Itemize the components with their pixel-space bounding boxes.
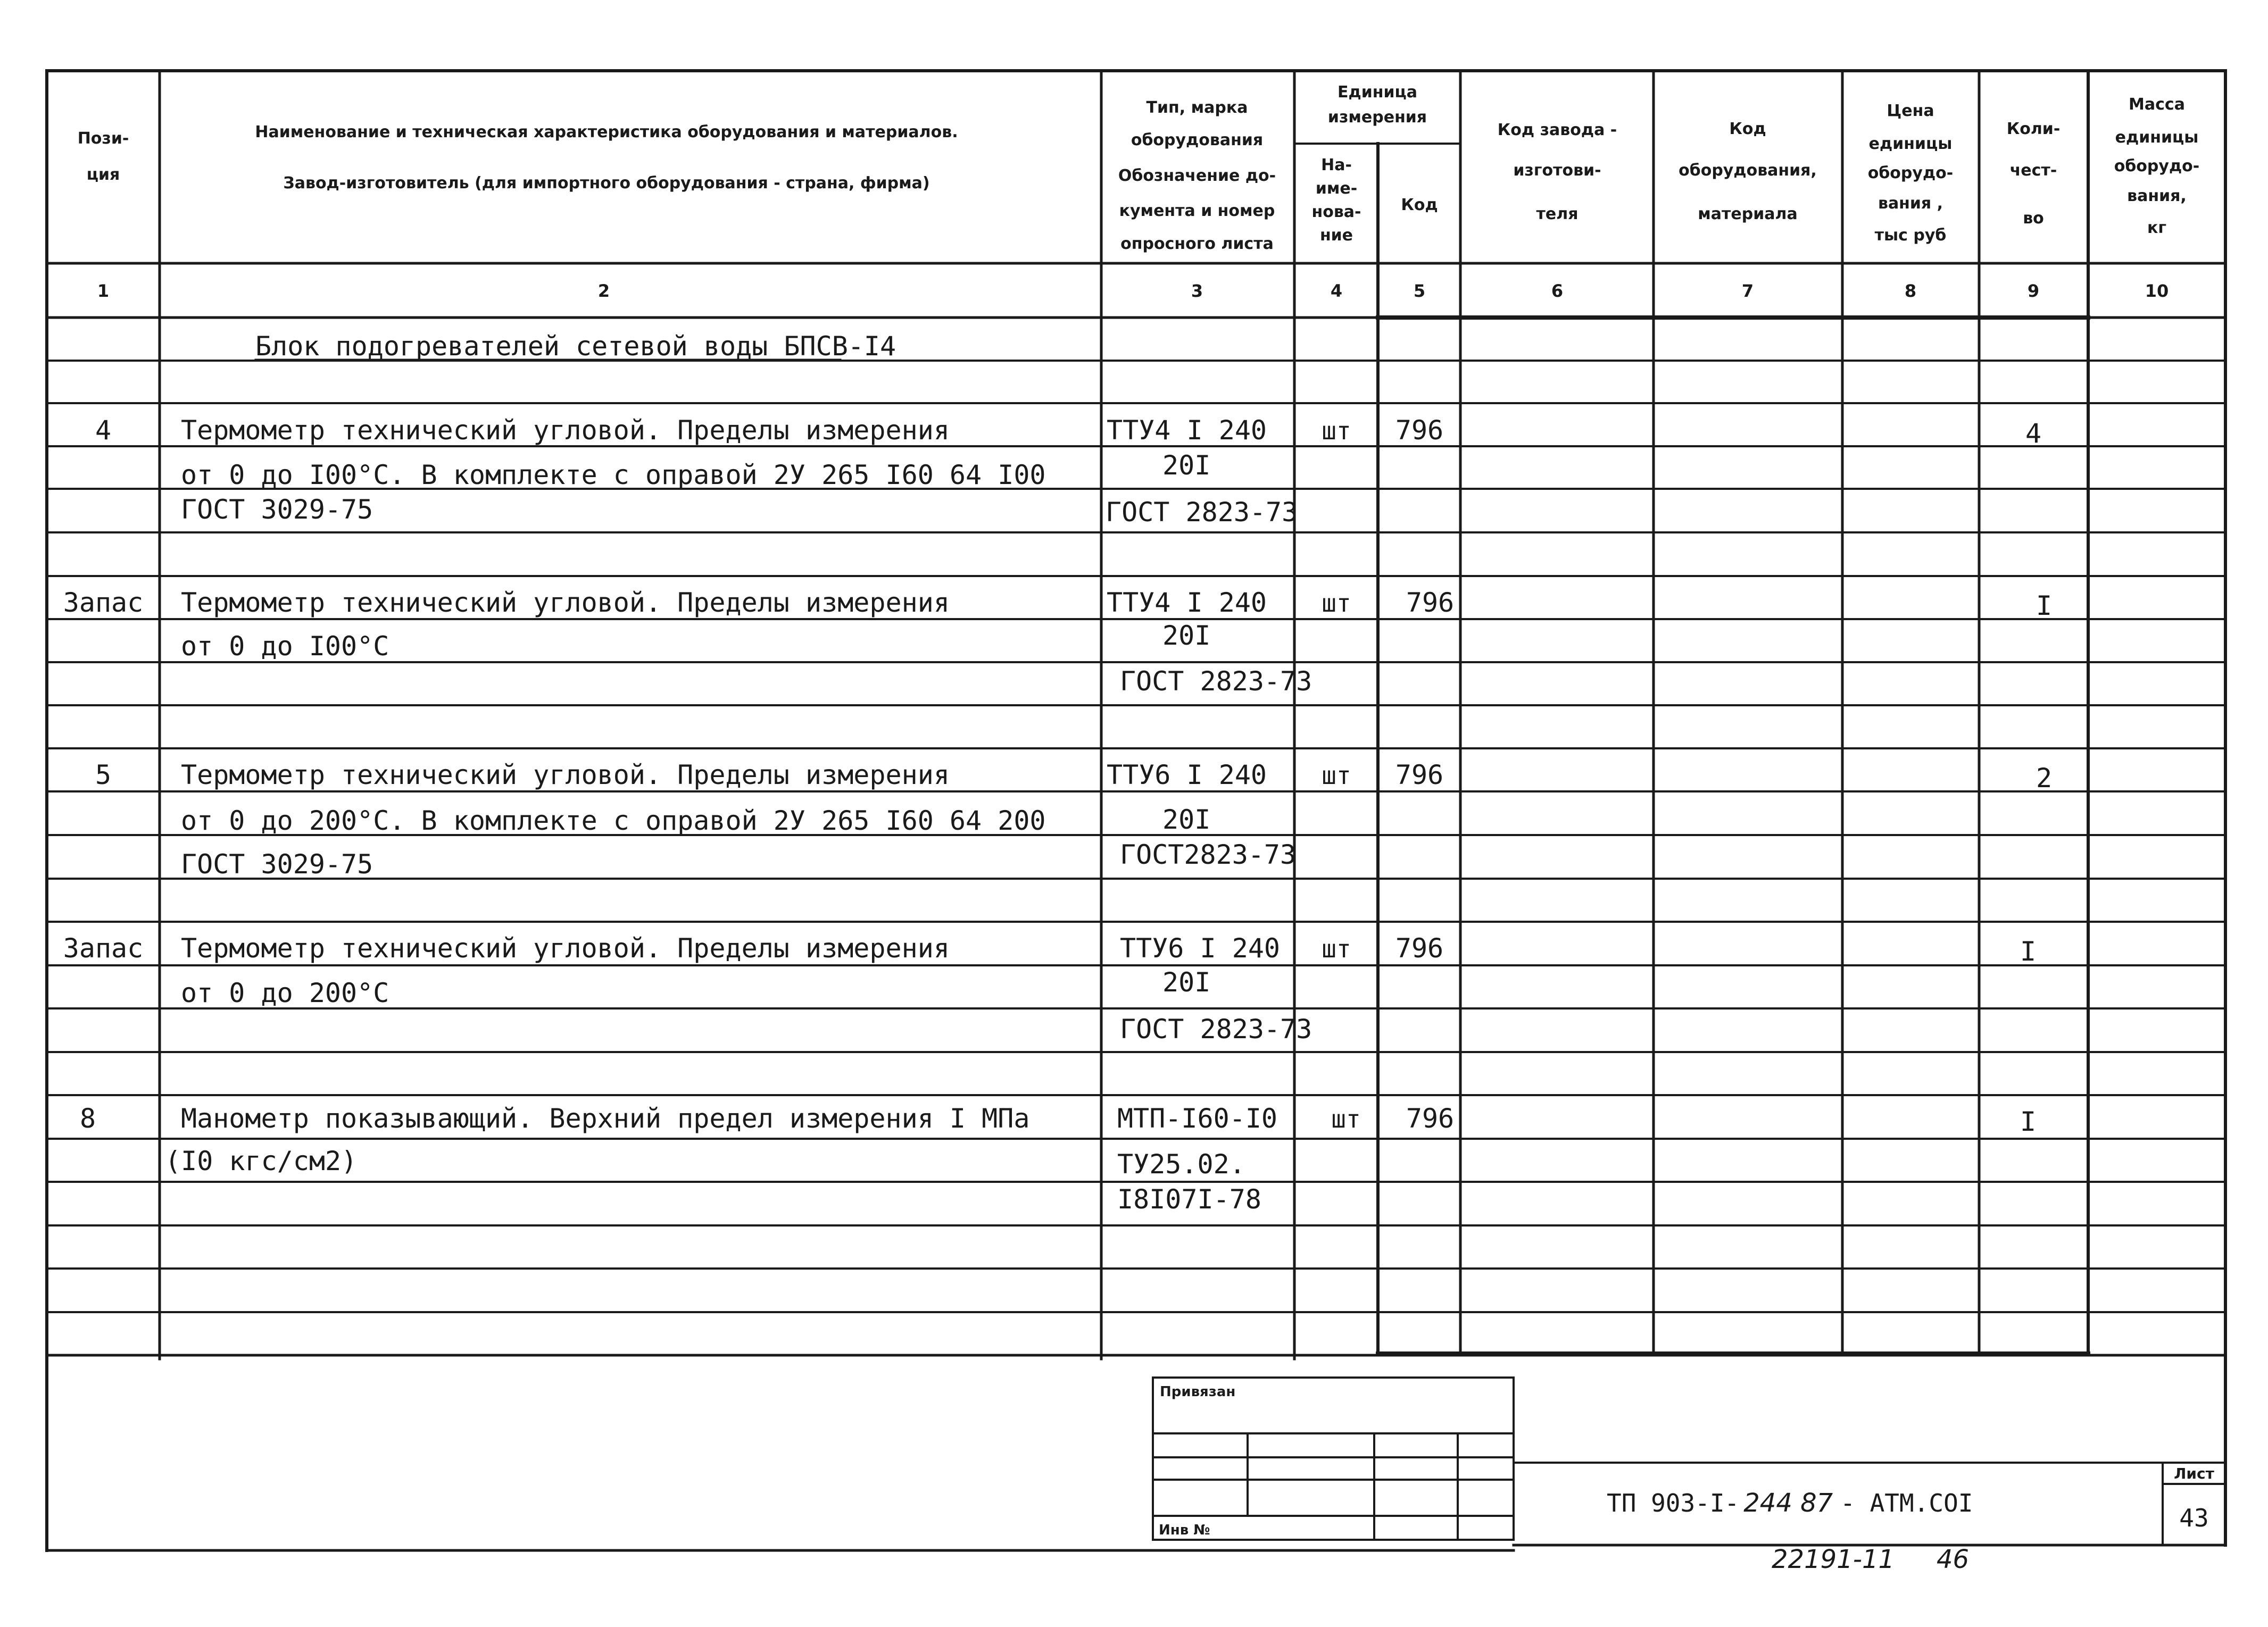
column-number: 2: [597, 281, 610, 301]
footer-handwritten-code: 22191-11: [1772, 1545, 1895, 1574]
inventory-number-label: Инв №: [1159, 1522, 1210, 1538]
header-factory-code-line3: теля: [1536, 205, 1579, 223]
item-description-line: от 0 до 200°С. В комплекте с оправой 2У 265 I60 64 200: [181, 805, 1046, 836]
item-type-line: ТТУ4 I 240: [1107, 587, 1267, 618]
item-type-line: I8I07I-78: [1117, 1184, 1261, 1215]
column-number: 3: [1191, 281, 1203, 301]
header-type-line3: Обозначение до-: [1118, 166, 1276, 185]
item-type-line: ТТУ6 I 240: [1107, 760, 1267, 790]
item-unit-code: 796: [1406, 587, 1455, 618]
header-factory-code-line1: Код завода -: [1497, 121, 1617, 139]
item-type-line: ТТУ4 I 240: [1107, 415, 1267, 446]
item-description-line: Термометр технический угловой. Пределы измерения: [181, 760, 950, 790]
item-unit-code: 796: [1395, 415, 1444, 446]
item-unit-name: шт: [1322, 589, 1351, 618]
item-quantity: I: [2036, 590, 2053, 621]
item-position: Запас: [63, 587, 144, 618]
item-description-line: от 0 до 200°С: [181, 978, 389, 1008]
item-position: Запас: [63, 933, 144, 964]
item-position: 8: [79, 1103, 96, 1134]
item-quantity: I: [2020, 1106, 2037, 1137]
item-description-line: от 0 до I00°С: [181, 631, 389, 662]
bound-label: Привязан: [1160, 1384, 1236, 1400]
column-number: 6: [1551, 281, 1564, 301]
column-number: 9: [2027, 281, 2040, 301]
header-mass-line3: оборудо-: [2114, 157, 2200, 176]
header-position-line1: Пози-: [77, 129, 129, 148]
item-unit-name: шт: [1322, 761, 1351, 790]
table-header: [78, 83, 2200, 253]
item-description-line: (I0 кгс/см2): [165, 1146, 358, 1177]
item-description-line: Термометр технический угловой. Пределы измерения: [181, 587, 950, 618]
item-quantity: 2: [2036, 763, 2053, 794]
header-position-line2: ция: [86, 165, 120, 184]
item-quantity: I: [2020, 936, 2037, 967]
item-quantity: 4: [2025, 418, 2042, 449]
header-price-line5: тыс руб: [1874, 226, 1947, 245]
header-name-line2: Завод-изготовитель (для импортного оборудования - страна, фирма): [283, 174, 930, 193]
document-code-suffix: - АТМ.СОI: [1840, 1489, 1973, 1517]
sheet-label: Лист: [2174, 1465, 2214, 1482]
item-unit-name: шт: [1322, 935, 1351, 963]
column-number-row: [97, 281, 2169, 301]
item-description-line: от 0 до I00°С. В комплекте с оправой 2У 265 I60 64 I00: [181, 460, 1046, 490]
item-type-line: ТТУ6 I 240: [1120, 933, 1281, 964]
header-qty-line3: во: [2023, 209, 2044, 228]
item-type-line: ГОСТ2823-73: [1120, 839, 1297, 870]
item-position: 5: [95, 760, 112, 790]
header-unit-name-line4: ние: [1319, 226, 1353, 245]
item-type-line: 20I: [1162, 967, 1211, 998]
column-number: 5: [1413, 281, 1426, 301]
item-unit-code: 796: [1395, 760, 1444, 790]
header-name-line1: Наименование и техническая характеристика оборудования и материалов.: [255, 123, 958, 141]
item-description-line: ГОСТ 3029-75: [181, 494, 373, 525]
item-unit-code: 796: [1395, 933, 1444, 964]
header-equipment-code-line2: оборудования,: [1679, 161, 1817, 180]
item-type-line: МТП-I60-I0: [1117, 1103, 1278, 1134]
header-qty-line2: чест-: [2009, 161, 2057, 180]
item-type-line: ГОСТ 2823-73: [1120, 666, 1312, 697]
item-type-line: ТУ25.02.: [1117, 1149, 1245, 1180]
header-mass-line2: единицы: [2115, 128, 2199, 147]
table-row: [95, 760, 2052, 880]
sheet-number: 43: [2179, 1504, 2209, 1532]
item-description-line: ГОСТ 3029-75: [181, 849, 373, 880]
column-number: 4: [1330, 281, 1343, 301]
header-equipment-code-line1: Код: [1729, 120, 1766, 138]
header-equipment-code-line3: материала: [1698, 205, 1798, 223]
item-description-line: Термометр технический угловой. Пределы измерения: [181, 933, 950, 964]
header-qty-line1: Коли-: [2006, 120, 2061, 138]
item-type-line: ГОСТ 2823-73: [1106, 497, 1298, 528]
footer-handwritten-number: 46: [1937, 1545, 1970, 1574]
header-unit-group-line1: Единица: [1337, 83, 1417, 102]
table-row: [95, 415, 2041, 528]
header-unit-code: Код: [1401, 196, 1438, 214]
table-row: [63, 933, 2036, 1045]
document-code: [1607, 1488, 1973, 1518]
table-row: [63, 587, 2052, 697]
item-position: 4: [95, 415, 112, 446]
item-type-line: 20I: [1162, 620, 1211, 651]
header-unit-group-line2: измерения: [1327, 108, 1427, 127]
section-title: Блок подогревателей сетевой воды БПСВ-I4: [255, 331, 896, 362]
table-row: [80, 1103, 2036, 1215]
item-description-line: Термометр технический угловой. Пределы измерения: [181, 415, 950, 446]
header-mass-line4: вания,: [2127, 187, 2187, 205]
item-type-line: ГОСТ 2823-73: [1120, 1014, 1312, 1045]
header-unit-name-line2: име-: [1315, 179, 1358, 198]
header-unit-name-line3: нова-: [1311, 203, 1361, 221]
column-number: 7: [1741, 281, 1754, 301]
header-type-line4: кумента и номер: [1119, 202, 1275, 220]
header-unit-name-line1: На-: [1321, 156, 1352, 174]
item-type-line: 20I: [1162, 804, 1211, 835]
header-type-line5: опросного листа: [1120, 235, 1274, 253]
document-code-printed: ТП 903-I-: [1607, 1489, 1740, 1517]
header-mass-line5: кг: [2147, 219, 2167, 237]
header-factory-code-line2: изготови-: [1513, 161, 1601, 180]
item-unit-code: 796: [1406, 1103, 1455, 1134]
header-price-line4: вания ,: [1877, 194, 1943, 213]
header-price-line3: оборудо-: [1867, 164, 1954, 182]
item-description-line: Манометр показывающий. Верхний предел измерения I МПа: [181, 1103, 1030, 1134]
column-number: 1: [97, 281, 110, 301]
item-type-line: 20I: [1162, 450, 1211, 481]
item-unit-name: шт: [1331, 1105, 1361, 1133]
header-type-line2: оборудования: [1131, 131, 1264, 149]
item-unit-name: шт: [1322, 416, 1351, 445]
document-code-handwritten: 244 87: [1743, 1488, 1833, 1518]
header-price-line2: единицы: [1868, 135, 1953, 153]
column-number: 8: [1904, 281, 1917, 301]
column-number: 10: [2145, 281, 2169, 301]
header-type-line1: Тип, марка: [1146, 98, 1248, 117]
header-price-line1: Цена: [1887, 102, 1934, 120]
header-mass-line1: Масса: [2129, 95, 2185, 114]
